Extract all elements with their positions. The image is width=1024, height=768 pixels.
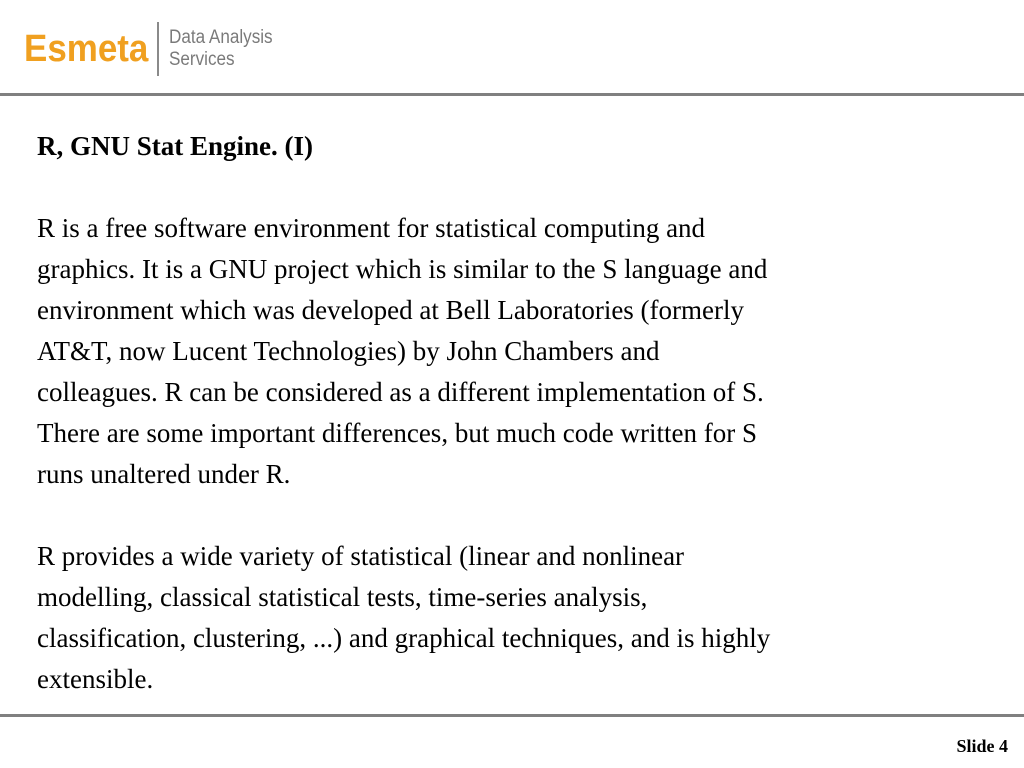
paragraph-2-line: R provides a wide variety of statistical (linear and nonlinear xyxy=(37,541,685,571)
paragraph-2-line: modelling, classical statistical tests, time-series analysis, xyxy=(37,582,648,612)
logo-name: Esmeta xyxy=(24,28,149,70)
paragraph-1-line: AT&T, now Lucent Technologies) by John Chambers and xyxy=(37,336,660,366)
slide-number: Slide 4 xyxy=(956,736,1008,756)
logo-subtitle-line-2: Services xyxy=(169,49,235,70)
paragraph-1-line: environment which was developed at Bell Laboratories (formerly xyxy=(37,295,745,325)
paragraph-2-line: extensible. xyxy=(37,664,154,694)
logo-divider xyxy=(157,22,159,76)
paragraph-2 xyxy=(37,536,982,700)
logo-subtitle xyxy=(169,27,273,71)
header-divider xyxy=(0,93,1024,96)
paragraph-1 xyxy=(37,208,982,495)
company-logo xyxy=(24,20,284,78)
logo-subtitle-line-1: Data Analysis xyxy=(169,27,273,48)
paragraph-1-line: graphics. It is a GNU project which is similar to the S language and xyxy=(37,254,768,284)
paragraph-1-line: R is a free software environment for statistical computing and xyxy=(37,213,706,243)
paragraph-1-line: There are some important differences, but much code written for S xyxy=(37,418,757,448)
footer-divider xyxy=(0,714,1024,717)
paragraph-2-line: classification, clustering, ...) and graphical techniques, and is highly xyxy=(37,623,771,653)
slide-title: R, GNU Stat Engine. (I) xyxy=(37,131,314,161)
slide-content xyxy=(37,126,997,700)
paragraph-1-line: runs unaltered under R. xyxy=(37,459,291,489)
paragraph-1-line: colleagues. R can be considered as a different implementation of S. xyxy=(37,377,764,407)
